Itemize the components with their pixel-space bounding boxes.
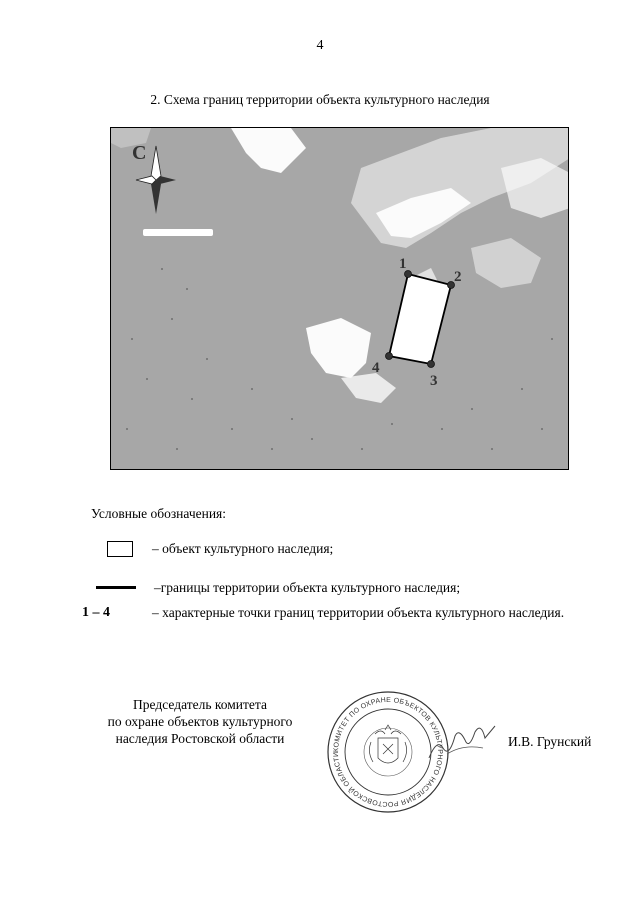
point-label-4: 4 xyxy=(372,360,380,376)
legend-text-boundary: –границы территории объекта культурного наследия; xyxy=(154,580,461,595)
signer-name: И.В. Грунский xyxy=(508,734,592,749)
legend-text-points: – характерные точки границ территории объекта культурного наследия. xyxy=(152,605,565,620)
seal-outer-text: КОМИТЕТ ПО ОХРАНЕ ОБЪЕКТОВ КУЛЬТУРНОГО НАСЛЕДИЯ РОСТОВСКОЙ ОБЛАСТИ xyxy=(332,696,444,808)
point-label-2: 2 xyxy=(454,269,462,285)
position-line-1: Председатель комитета xyxy=(133,697,267,712)
point-label-3: 3 xyxy=(430,373,438,389)
page-number: 4 xyxy=(316,38,324,53)
boundary-line-icon xyxy=(96,586,136,589)
aerial-map xyxy=(110,127,569,470)
object-box-icon xyxy=(107,541,133,557)
legend-title: Условные обозначения: xyxy=(91,506,227,521)
aerial-map-image xyxy=(111,128,569,470)
north-label: С xyxy=(132,142,147,164)
road-strip xyxy=(143,229,213,236)
legend-text-object: – объект культурного наследия; xyxy=(152,541,334,556)
coat-of-arms-icon xyxy=(369,725,406,763)
section-title: 2. Схема границ территории объекта культурного наследия xyxy=(150,92,490,107)
position-line-3: наследия Ростовской области xyxy=(115,731,285,746)
handwritten-signature xyxy=(425,718,500,763)
boundary-point-3 xyxy=(428,361,435,368)
signatory-position xyxy=(80,696,320,747)
points-range-symbol: 1 – 4 xyxy=(82,605,110,620)
point-label-1: 1 xyxy=(399,256,407,272)
position-line-2: по охране объектов культурного xyxy=(107,714,293,729)
boundary-point-4 xyxy=(386,353,393,360)
